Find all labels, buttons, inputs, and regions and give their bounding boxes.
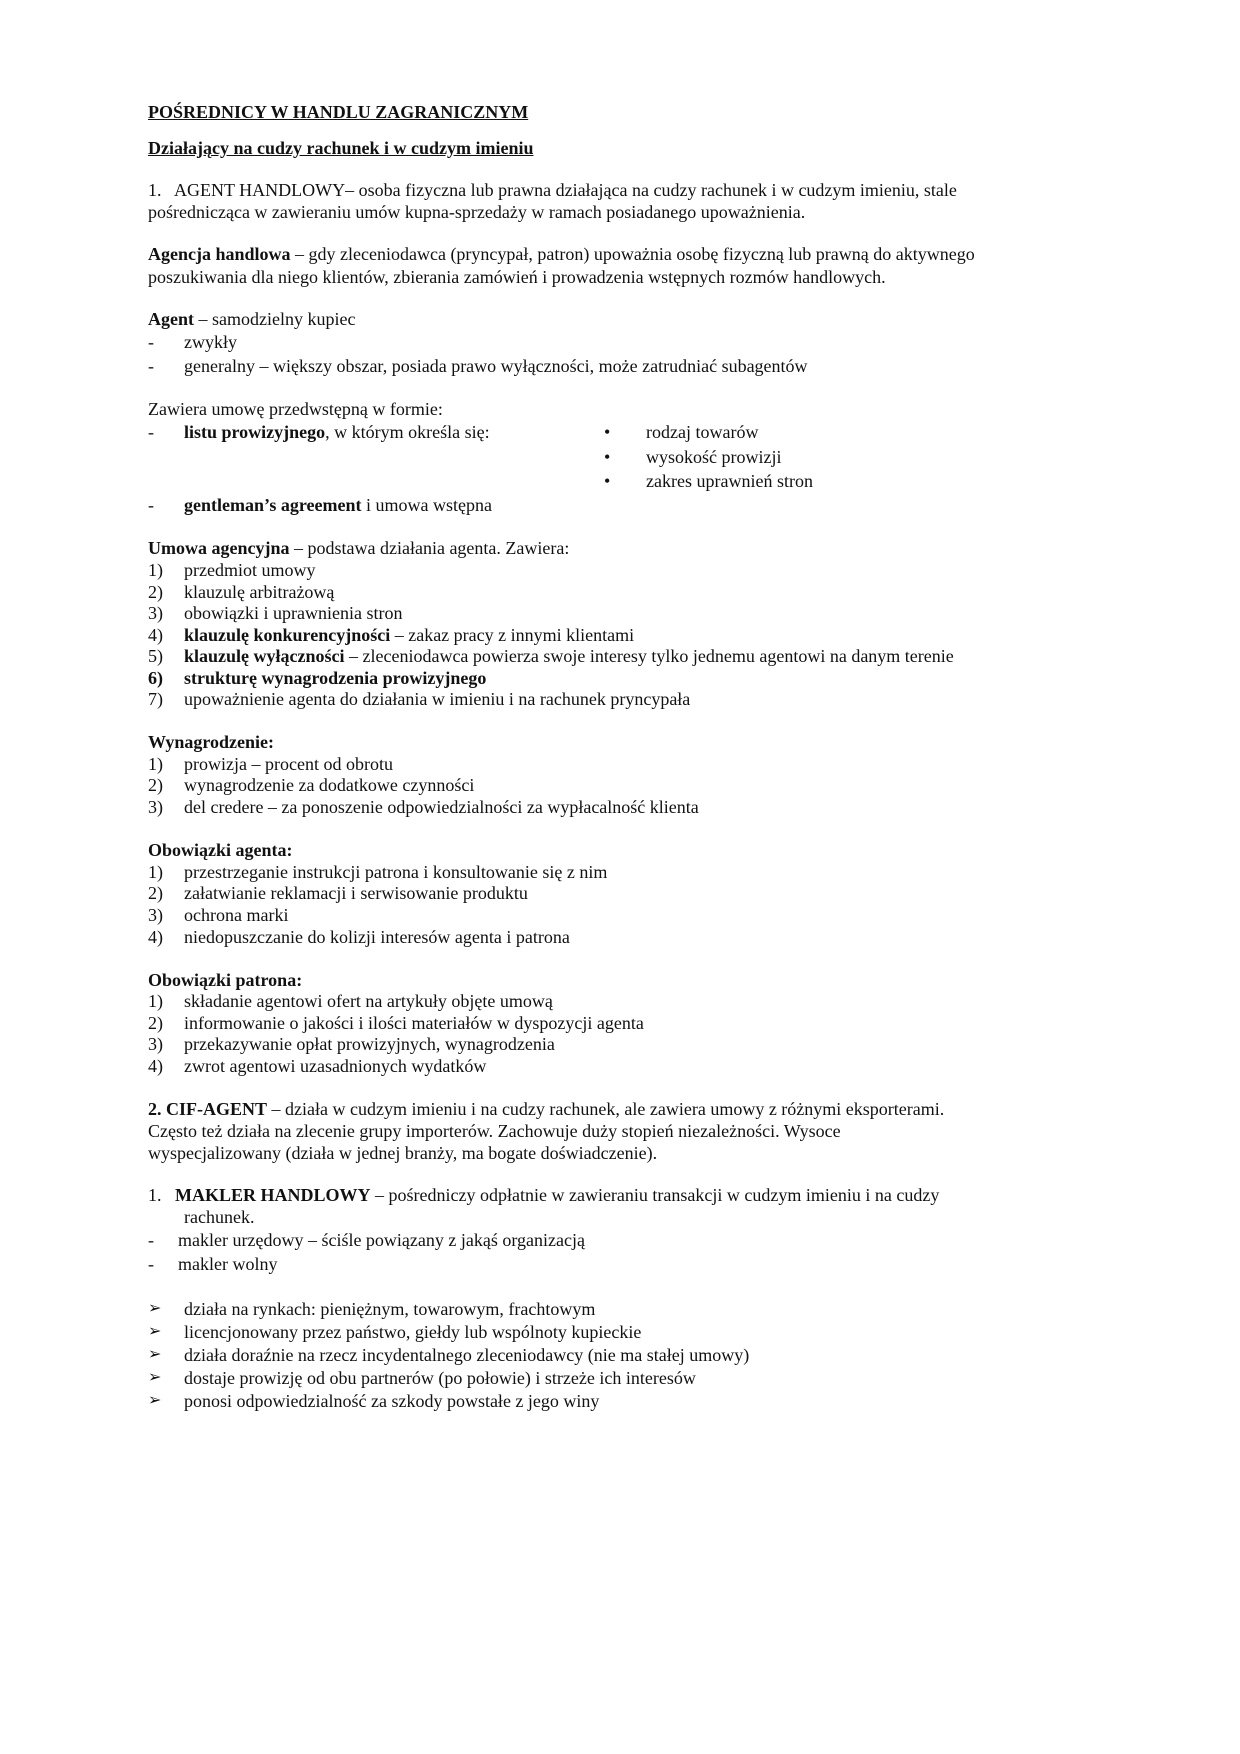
list-item: 2) załatwianie reklamacji i serwisowanie produktu: [148, 883, 528, 903]
list-item: ➢ działa doraźnie na rzecz incydentalnego zleceniodawcy (nie ma stałej umowy): [148, 1345, 750, 1365]
list-item: ➢ ponosi odpowiedzialność za szkody powstałe z jego winy: [148, 1391, 600, 1411]
cif-agent-line3: wyspecjalizowany (działa w jednej branży, ma bogate doświadczenie).: [148, 1143, 658, 1163]
makler-line1: 1. MAKLER HANDLOWY – pośredniczy odpłatnie w zawieraniu transakcji w cudzym imieniu i na cudzy: [148, 1185, 940, 1205]
obowiazki-agenta-heading: Obowiązki agenta:: [148, 840, 293, 860]
makler-line2: rachunek.: [184, 1207, 255, 1227]
agencja-line1: Agencja handlowa – gdy zleceniodawca (pryncypał, patron) upoważnia osobę fizyczną lub prawną do aktywnego: [148, 244, 975, 264]
list-item: 6) strukturę wynagrodzenia prowizyjnego: [148, 668, 487, 688]
list-item: • wysokość prowizji: [604, 447, 782, 467]
list-item: 4) zwrot agentowi uzasadnionych wydatków: [148, 1056, 487, 1076]
list-item: - makler wolny: [148, 1254, 278, 1274]
arrow-bullet-icon: ➢: [148, 1346, 162, 1363]
list-item: 2) informowanie o jakości i ilości materiałów w dyspozycji agenta: [148, 1013, 644, 1033]
list-item: - listu prowizyjnego, w którym określa się:: [148, 422, 490, 442]
arrow-bullet-icon: ➢: [148, 1392, 162, 1409]
obowiazki-patrona-heading: Obowiązki patrona:: [148, 970, 303, 990]
list-item: • zakres uprawnień stron: [604, 471, 813, 491]
list-item: - generalny – większy obszar, posiada prawo wyłączności, może zatrudniać subagentów: [148, 356, 808, 376]
list-item: 7) upoważnienie agenta do działania w imieniu i na rachunek pryncypała: [148, 689, 691, 709]
list-item: ➢ licencjonowany przez państwo, giełdy lub wspólnoty kupieckie: [148, 1322, 642, 1342]
arrow-bullet-icon: ➢: [148, 1300, 162, 1317]
list-item: 2) klauzulę arbitrażową: [148, 582, 335, 602]
list-item: ➢ dostaje prowizję od obu partnerów (po połowie) i strzeże ich interesów: [148, 1368, 696, 1388]
list-item: 3) przekazywanie opłat prowizyjnych, wynagrodzenia: [148, 1034, 555, 1054]
list-item: - zwykły: [148, 332, 237, 352]
agencja-line2: poszukiwania dla niego klientów, zbierania zamówień i prowadzenia wstępnych rozmów handlowych.: [148, 267, 886, 287]
wynagrodzenie-heading: Wynagrodzenie:: [148, 732, 274, 752]
section-subtitle: Działający na cudzy rachunek i w cudzym imieniu: [148, 138, 534, 158]
arrow-bullet-icon: ➢: [148, 1369, 162, 1386]
list-item: 3) obowiązki i uprawnienia stron: [148, 603, 403, 623]
cif-agent-line1: 2. CIF-AGENT – działa w cudzym imieniu i na cudzy rachunek, ale zawiera umowy z różnymi eksporterami.: [148, 1099, 945, 1119]
list-item: - gentleman’s agreement i umowa wstępna: [148, 495, 492, 515]
list-item: 5) klauzulę wyłączności – zleceniodawca powierza swoje interesy tylko jednemu agentowi na danym terenie: [148, 646, 954, 666]
list-item: 2) wynagrodzenie za dodatkowe czynności: [148, 775, 475, 795]
list-item: 3) del credere – za ponoszenie odpowiedzialności za wypłacalność klienta: [148, 797, 699, 817]
list-item: • rodzaj towarów: [604, 422, 759, 442]
arrow-bullet-icon: ➢: [148, 1323, 162, 1340]
umowa-wstepna-intro: Zawiera umowę przedwstępną w formie:: [148, 399, 443, 419]
agent-definition-line2: pośrednicząca w zawieraniu umów kupna-sprzedaży w ramach posiadanego upoważnienia.: [148, 202, 806, 222]
list-item: 4) niedopuszczanie do kolizji interesów agenta i patrona: [148, 927, 570, 947]
list-item: ➢ działa na rynkach: pieniężnym, towarowym, frachtowym: [148, 1299, 596, 1319]
agent-types-heading: Agent – samodzielny kupiec: [148, 309, 356, 329]
list-item: 1) przedmiot umowy: [148, 560, 316, 580]
list-item: - makler urzędowy – ściśle powiązany z jakąś organizacją: [148, 1230, 585, 1250]
list-item: 1) prowizja – procent od obrotu: [148, 754, 393, 774]
list-item: 1) przestrzeganie instrukcji patrona i konsultowanie się z nim: [148, 862, 608, 882]
agent-definition-line1: 1. AGENT HANDLOWY– osoba fizyczna lub prawna działająca na cudzy rachunek i w cudzym imieniu, stale: [148, 180, 957, 200]
umowa-agencyjna-heading: Umowa agencyjna – podstawa działania agenta. Zawiera:: [148, 538, 570, 558]
list-item: 1) składanie agentowi ofert na artykuły objęte umową: [148, 991, 553, 1011]
list-item: 3) ochrona marki: [148, 905, 289, 925]
cif-agent-line2: Często też działa na zlecenie grupy importerów. Zachowuje duży stopień niezależności. Wysoce: [148, 1121, 841, 1141]
list-item: 4) klauzulę konkurencyjności – zakaz pracy z innymi klientami: [148, 625, 635, 645]
document-title: POŚREDNICY W HANDLU ZAGRANICZNYM: [148, 102, 529, 122]
